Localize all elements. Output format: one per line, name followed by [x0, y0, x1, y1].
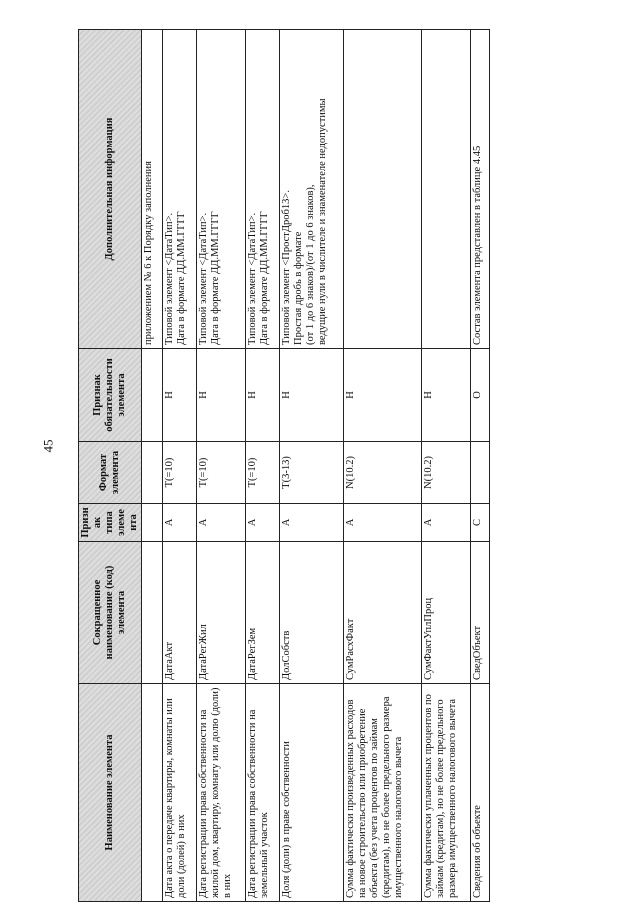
cell-required: Н [343, 349, 422, 442]
cell-additional [422, 30, 471, 349]
cell-code: ДатаРегЖил [197, 542, 246, 684]
cell-code: СведОбъект [471, 542, 490, 684]
cell-format: T(3-13) [279, 442, 343, 504]
cell-type: С [471, 504, 490, 542]
table-row [471, 30, 490, 902]
page-number: 45 [40, 439, 56, 453]
cell-name: Сведения об объекте [471, 684, 490, 902]
cell-required: Н [245, 349, 279, 442]
cell-type: А [343, 504, 422, 542]
cell-code: ДатаАкт [163, 542, 197, 684]
cell-required: Н [422, 349, 471, 442]
cell-additional: приложением № 6 к Порядку заполнения [142, 30, 163, 349]
cell-format: N(10.2) [422, 442, 471, 504]
cell-name: Дата регистрации права собственности на жилой дом, квартиру, комнату или долю (доли) в них [197, 684, 246, 902]
cell-format: N(10.2) [343, 442, 422, 504]
cell-name: Дата акта о передаче квартиры, комнаты или доли (долей) в них [163, 684, 197, 902]
table-header-row [79, 30, 142, 902]
cell-code: ДатаРегЗем [245, 542, 279, 684]
cell-name: Доля (доли) в праве собственности [279, 684, 343, 902]
cell-required: О [471, 349, 490, 442]
table-row [197, 30, 246, 902]
cell-required: Н [197, 349, 246, 442]
cell-format: T(=10) [197, 442, 246, 504]
cell-code: ДолСобств [279, 542, 343, 684]
table-row [279, 30, 343, 902]
rotated-table-container [78, 30, 490, 902]
header-format: Формат элемента [79, 442, 142, 504]
header-required: Признак обязательности элемента [79, 349, 142, 442]
cell-format: T(=10) [163, 442, 197, 504]
header-type: Признак типа элемента [79, 504, 142, 542]
header-name: Наименование элемента [79, 684, 142, 902]
cell-type: А [197, 504, 246, 542]
cell-name: Сумма фактически уплаченных процентов по займам (кредитам), но не более предельного размера имущественного налогового вычета [422, 684, 471, 902]
cell-type: А [279, 504, 343, 542]
cell-format [471, 442, 490, 504]
cell-code: СумФактУплПроц [422, 542, 471, 684]
cell-name: Сумма фактически произведенных расходов на новое строительство или приобретение объекта (без учета процентов по займам (кредитам), но не более предельного размера имущественного налогового вычета [343, 684, 422, 902]
cell-additional: Типовой элемент <ПростДроб13>. Простая дробь в формате (от 1 до 6 знаков)/(от 1 до 6 знаков), ведущие нули в числителе и знаменателе недопустимы [279, 30, 343, 349]
cell-additional: Типовой элемент <ДатаТип>. Дата в формате ДД.ММ.ГГГГ [197, 30, 246, 349]
elements-table [78, 29, 490, 902]
header-code: Сокращенное наименование (код) элемента [79, 542, 142, 684]
table-row [343, 30, 422, 902]
table-row-continuation [142, 30, 163, 902]
cell-format: T(=10) [245, 442, 279, 504]
cell-name: Дата регистрации права собственности на земельный участок [245, 684, 279, 902]
cell-required: Н [279, 349, 343, 442]
cell-type: А [163, 504, 197, 542]
cell-required: Н [163, 349, 197, 442]
cell-type: А [245, 504, 279, 542]
table-row [163, 30, 197, 902]
cell-type: А [422, 504, 471, 542]
cell-additional: Типовой элемент <ДатаТип>. Дата в формате ДД.ММ.ГГГГ [245, 30, 279, 349]
cell-additional: Типовой элемент <ДатаТип>. Дата в формате ДД.ММ.ГГГГ [163, 30, 197, 349]
cell-additional: Состав элемента представлен в таблице 4.45 [471, 30, 490, 349]
cell-additional [343, 30, 422, 349]
table-row [422, 30, 471, 902]
cell-code: СумРасхФакт [343, 542, 422, 684]
header-additional: Дополнительная информация [79, 30, 142, 349]
table-row [245, 30, 279, 902]
